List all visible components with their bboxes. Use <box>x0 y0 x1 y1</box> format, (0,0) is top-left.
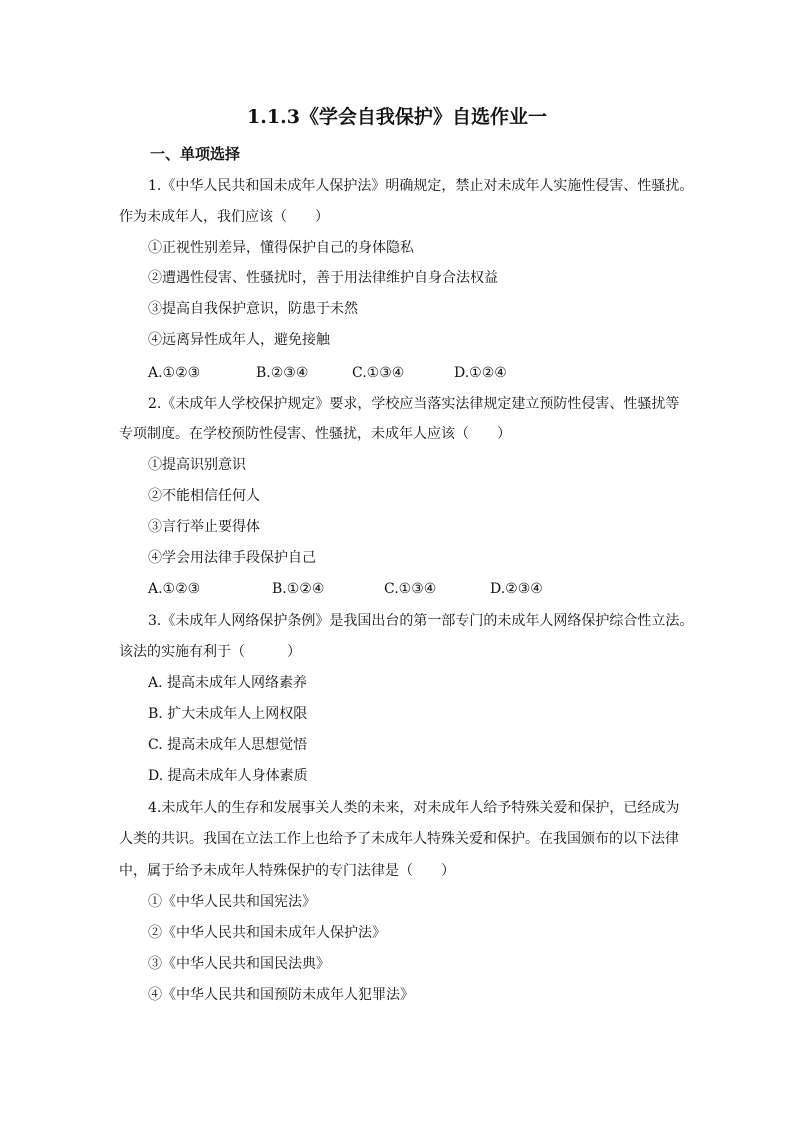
q2-choice-a: A.①②③ <box>148 581 201 597</box>
q2-item-3: ③言行举止要得体 <box>148 519 260 535</box>
q1-item-3: ③提高自我保护意识，防患于未然 <box>148 301 358 317</box>
q2-stem-line1: 2.《未成年人学校保护规定》要求，学校应当落实法律规定建立预防性侵害、性骚扰等 <box>148 396 680 412</box>
q1-choice-d: D.①②④ <box>454 365 507 381</box>
q4-item-1: ①《中华人民共和国宪法》 <box>148 894 316 910</box>
q1-choice-a: A.①②③ <box>148 365 201 381</box>
q4-stem-line2: 人类的共识。我国在立法工作上也给予了未成年人特殊关爱和保护。在我国颁布的以下法律 <box>119 831 679 847</box>
q3-option-d: D. 提高未成年人身体素质 <box>148 768 308 784</box>
q4-stem-line1: 4.未成年人的生存和发展事关人类的未来，对未成年人给予特殊关爱和保护，已经成为 <box>148 800 680 816</box>
q1-stem-line1: 1.《中华人民共和国未成年人保护法》明确规定，禁止对未成年人实施性侵害、性骚扰。 <box>148 178 694 194</box>
q3-stem-line1: 3.《未成年人网络保护条例》是我国出台的第一部专门的未成年人网络保护综合性立法。 <box>148 613 694 629</box>
q2-stem-line2: 专项制度。在学校预防性侵害、性骚扰，未成年人应该（ ） <box>119 426 511 442</box>
q3-option-a: A. 提高未成年人网络素养 <box>148 675 308 691</box>
q2-choice-b: B.①②④ <box>272 581 325 597</box>
q1-item-2: ②遭遇性侵害、性骚扰时，善于用法律维护自身合法权益 <box>148 270 498 286</box>
q2-item-2: ②不能相信任何人 <box>148 488 260 504</box>
q2-choice-d: D.②③④ <box>490 581 543 597</box>
q4-item-3: ③《中华人民共和国民法典》 <box>148 956 330 972</box>
q3-option-b: B. 扩大未成年人上网权限 <box>148 706 308 722</box>
q1-choice-c: C.①③④ <box>352 365 405 381</box>
q4-stem-line3: 中，属于给予未成年人特殊保护的专门法律是（ ） <box>119 863 455 879</box>
q2-choice-c: C.①③④ <box>384 581 437 597</box>
q1-item-4: ④远离异性成年人，避免接触 <box>148 332 330 348</box>
q2-item-1: ①提高识别意识 <box>148 457 246 473</box>
page-title: 1.1.3《学会自我保护》自选作业一 <box>247 106 547 128</box>
q1-item-1: ①正视性别差异，懂得保护自己的身体隐私 <box>148 240 414 256</box>
q2-item-4: ④学会用法律手段保护自己 <box>148 550 316 566</box>
q4-item-4: ④《中华人民共和国预防未成年人犯罪法》 <box>148 987 414 1003</box>
q3-stem-line2: 该法的实施有利于（ ） <box>119 644 301 660</box>
q4-item-2: ②《中华人民共和国未成年人保护法》 <box>148 925 386 941</box>
q1-stem-line2: 作为未成年人，我们应该（ ） <box>119 209 329 225</box>
q1-choice-b: B.②③④ <box>256 365 309 381</box>
q3-option-c: C. 提高未成年人思想觉悟 <box>148 737 308 753</box>
section-heading: 一、单项选择 <box>150 145 241 163</box>
